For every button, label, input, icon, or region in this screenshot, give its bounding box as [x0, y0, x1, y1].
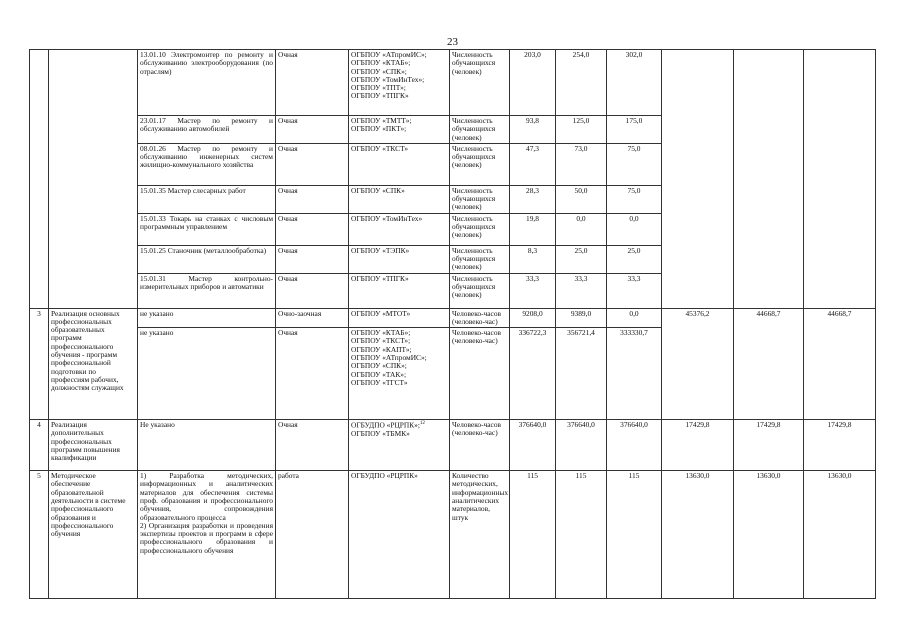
indicator-cell: Численность обучающихся (человек) — [450, 143, 510, 185]
value-cell-year1: 9208,0 — [510, 308, 556, 328]
funding-cell-year1: 45376,2 — [662, 308, 734, 420]
indicator-cell: Человеко-часов (человеко-час) — [450, 420, 510, 471]
study-form-cell: Очная — [276, 273, 349, 308]
work-description-item: 2) Организация разработки и проведения экспертизы проектов и программ в сфере профессионального образования и профессионального обучения — [140, 520, 273, 555]
value-cell-year1: 93,8 — [510, 116, 556, 144]
organizations-cell — [349, 328, 450, 420]
profession-cell: не указано — [138, 308, 276, 328]
organizations-cell — [349, 245, 450, 273]
organization-name: ОГБПОУ «СПК» — [351, 185, 405, 195]
indicator-cell: Численность обучающихся (человек) — [450, 245, 510, 273]
funding-cell-year3 — [804, 50, 876, 309]
value-cell-year1: 203,0 — [510, 50, 556, 116]
organization-name: ОГБПОУ «КТАБ»; — [351, 58, 411, 68]
value-cell-year3: 302,0 — [607, 50, 662, 116]
value-cell-year3: 0,0 — [607, 213, 662, 245]
indicator-cell: Численность обучающихся (человек) — [450, 116, 510, 144]
organization-name: ОГБПОУ «КТАБ»; — [351, 328, 411, 338]
value-cell-year1: 19,8 — [510, 213, 556, 245]
organizations-cell — [349, 273, 450, 308]
work-description-item: 1) Разработка методических, информационных и аналитических материалов для обеспечения системы проф. образования и профессионального обучения, сопровождения образовательного процесса — [140, 471, 273, 522]
table-row — [30, 50, 876, 116]
value-cell-year2: 115 — [556, 471, 607, 599]
organization-name: ОГБУДПО «РЦРПК» — [351, 471, 418, 481]
funding-cell-year2: 44668,7 — [734, 308, 804, 420]
table-row — [30, 420, 876, 471]
organizations-cell — [349, 420, 450, 471]
organization-name: ОГБПОУ «ТомИнТех»; — [351, 74, 425, 84]
profession-cell: Не указано — [138, 420, 276, 471]
organization-name: ОГБПОУ «АТпромИС»; — [351, 352, 427, 362]
profession-cell: не указано — [138, 328, 276, 420]
value-cell-year3: 25,0 — [607, 245, 662, 273]
service-name-cell: Методическое обеспечение образовательной деятельности в системе профессионального образования и профессионального обучения — [49, 471, 138, 599]
organization-name: ОГБПОУ «ТАК»; — [351, 369, 407, 379]
row-number-cell: 4 — [30, 420, 49, 471]
table-row — [30, 471, 876, 599]
organization-name: ОГБПОУ «МТОТ» — [351, 308, 411, 318]
indicator-cell: Количество методических, информационных аналитических материалов, штук — [450, 471, 510, 599]
row-number-cell: 5 — [30, 471, 49, 599]
profession-cell: 23.01.17 Мастер по ремонту и обслуживанию автомобилей — [138, 116, 276, 144]
organization-name: ОГБПОУ «ТКСТ»; — [351, 336, 411, 346]
funding-cell-year1 — [662, 50, 734, 309]
study-form-cell: Очная — [276, 116, 349, 144]
study-form-cell: Очная — [276, 50, 349, 116]
value-cell-year2: 50,0 — [556, 185, 607, 213]
organization-name: ОГБПОУ «СПК»; — [351, 66, 407, 76]
funding-cell-year3: 13630,0 — [804, 471, 876, 599]
profession-cell: 15.01.35 Мастер слесарных работ — [138, 185, 276, 213]
organization-name: ОГБУДПО «РЦРПК»;$^{12}$ — [351, 420, 425, 430]
organization-name: ОГБПОУ «ТомИнТех» — [351, 213, 423, 223]
value-cell-year3: 33,3 — [607, 273, 662, 308]
organizations-cell — [349, 185, 450, 213]
value-cell-year3: 376640,0 — [607, 420, 662, 471]
organizations-cell — [349, 471, 450, 599]
indicator-cell: Численность обучающихся (человек) — [450, 213, 510, 245]
organization-name: ОГБПОУ «ТЭПК» — [351, 245, 410, 255]
value-cell-year3: 333330,7 — [607, 328, 662, 420]
study-form-cell: работа — [276, 471, 349, 599]
value-cell-year2: 356721,4 — [556, 328, 607, 420]
study-form-cell: Очная — [276, 328, 349, 420]
row-number-cell — [30, 50, 49, 309]
value-cell-year1: 336722,3 — [510, 328, 556, 420]
value-cell-year1: 28,3 — [510, 185, 556, 213]
profession-cell: 15.01.25 Станочник (металлообработка) — [138, 245, 276, 273]
value-cell-year2: 254,0 — [556, 50, 607, 116]
value-cell-year2: 73,0 — [556, 143, 607, 185]
profession-cell: 15.01.31 Мастер контрольно-измерительных приборов и автоматики — [138, 273, 276, 308]
value-cell-year1: 33,3 — [510, 273, 556, 308]
indicator-cell: Численность обучающихся (человек) — [450, 273, 510, 308]
study-form-cell: Очная — [276, 213, 349, 245]
profession-cell: 08.01.26 Мастер по ремонту и обслуживанию инженерных систем жилищно-коммунального хозяйства — [138, 143, 276, 185]
organization-name: ОГБПОУ «КАПТ»; — [351, 344, 412, 354]
organization-name: ОГБПОУ «ТГСТ» — [351, 377, 408, 387]
organizations-cell — [349, 308, 450, 328]
value-cell-year2: 376640,0 — [556, 420, 607, 471]
value-cell-year3: 175,0 — [607, 116, 662, 144]
study-form-cell: Очная — [276, 420, 349, 471]
value-cell-year1: 376640,0 — [510, 420, 556, 471]
value-cell-year1: 115 — [510, 471, 556, 599]
page-number: 23 — [447, 36, 458, 48]
organizations-cell — [349, 116, 450, 144]
value-cell-year3: 75,0 — [607, 143, 662, 185]
organization-name: ОГБПОУ «ТПТ»; — [351, 83, 406, 93]
value-cell-year2: 0,0 — [556, 213, 607, 245]
value-cell-year3: 75,0 — [607, 185, 662, 213]
value-cell-year3: 115 — [607, 471, 662, 599]
value-cell-year1: 47,3 — [510, 143, 556, 185]
service-name-cell: Реализация дополнительных профессиональных программ повышения квалификации — [49, 420, 138, 471]
funding-cell-year1: 13630,0 — [662, 471, 734, 599]
profession-cell: 13.01.10 Электромонтер по ремонту и обслуживанию электрооборудования (по отраслям) — [138, 50, 276, 116]
study-form-cell: Очная — [276, 245, 349, 273]
value-cell-year1: 8,3 — [510, 245, 556, 273]
funding-cell-year3: 17429,8 — [804, 420, 876, 471]
organization-name: ОГБПОУ «АТпромИС»; — [351, 50, 427, 59]
funding-cell-year2: 17429,8 — [734, 420, 804, 471]
organizations-cell — [349, 50, 450, 116]
study-form-cell: Очно-заочная — [276, 308, 349, 328]
indicator-cell: Численность обучающихся (человек) — [450, 50, 510, 116]
footnote-mark: 12 — [419, 421, 425, 427]
value-cell-year2: 9389,0 — [556, 308, 607, 328]
study-form-cell: Очная — [276, 143, 349, 185]
table-row — [30, 308, 876, 328]
organizations-cell — [349, 213, 450, 245]
row-number-cell: 3 — [30, 308, 49, 420]
value-cell-year2: 125,0 — [556, 116, 607, 144]
services-table — [29, 49, 876, 599]
organization-name: ОГБПОУ «ТПГК» — [351, 273, 409, 283]
funding-cell-year2: 13630,0 — [734, 471, 804, 599]
organization-name: ОГБПОУ «ТПГК» — [351, 91, 409, 101]
organization-name: ОГБПОУ «ПКТ»; — [351, 124, 407, 134]
service-name-cell: Реализация основных профессиональных образовательных программ профессионального обучения - программ профессиональной подготовки по профессиям рабочих, должностям служащих — [49, 308, 138, 420]
funding-cell-year3: 44668,7 — [804, 308, 876, 420]
funding-cell-year2 — [734, 50, 804, 309]
study-form-cell: Очная — [276, 185, 349, 213]
indicator-cell: Человеко-часов (человеко-час) — [450, 328, 510, 420]
service-name-cell — [49, 50, 138, 309]
indicator-cell: Человеко-часов (человеко-час) — [450, 308, 510, 328]
organization-name: ОГБПОУ «СПК»; — [351, 361, 407, 371]
profession-cell: 15.01.33 Токарь на станках с числовым программным управлением — [138, 213, 276, 245]
value-cell-year2: 33,3 — [556, 273, 607, 308]
indicator-cell: Численность обучающихся (человек) — [450, 185, 510, 213]
value-cell-year2: 25,0 — [556, 245, 607, 273]
organizations-cell — [349, 143, 450, 185]
organization-name: ОГБПОУ «ТМТТ»; — [351, 116, 412, 125]
profession-cell — [138, 471, 276, 599]
value-cell-year3: 0,0 — [607, 308, 662, 328]
funding-cell-year1: 17429,8 — [662, 420, 734, 471]
organization-name: ОГБПОУ «ТКСТ» — [351, 143, 409, 153]
organization-name: ОГБПОУ «ТБМК» — [351, 428, 410, 438]
